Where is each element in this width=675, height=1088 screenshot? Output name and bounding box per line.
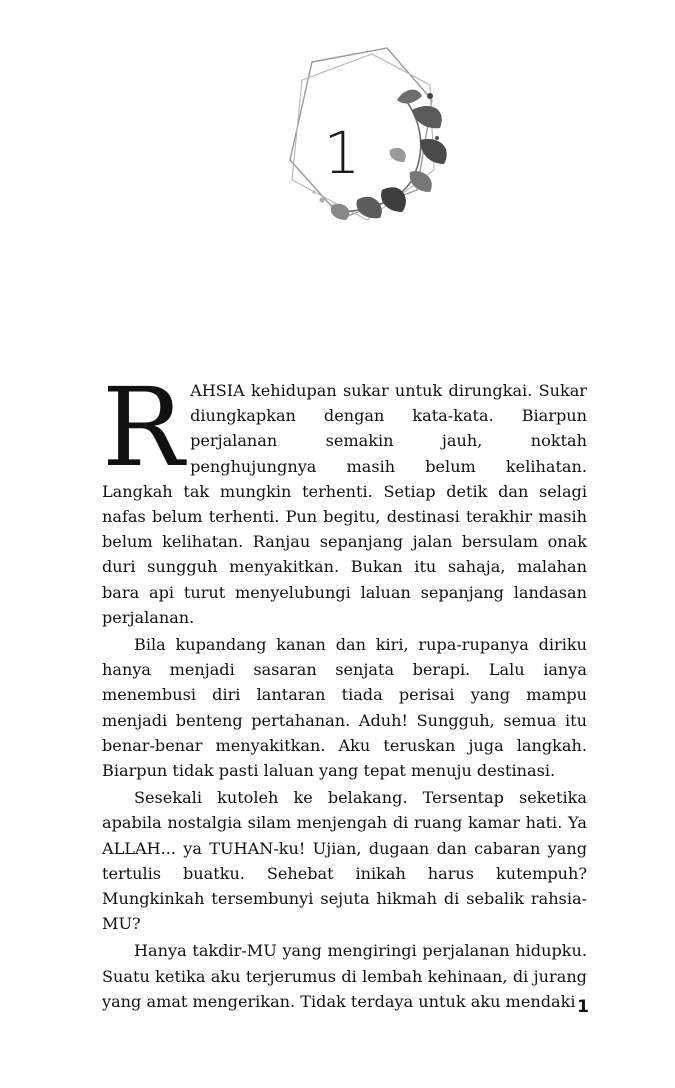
paragraph-4: Hanya takdir-MU yang mengiringi perjalanan hidupku. Suatu ketika aku terjerumus di lembah kehinaan, di jurang yang amat mengerikan. Tidak terdaya untuk aku mendaki (102, 941, 587, 1011)
paragraph-1 (102, 364, 587, 630)
drop-cap-letter: R (102, 364, 185, 491)
paragraph-3: Sesekali kutoleh ke belakang. Tersentap seketika apabila nostalgia silam menjengah di ruang kamar hati. Ya ALLAH... ya TUHAN-ku! Ujian, dugaan dan cabaran yang tertulis buatku. Sehebat inikah harus kutempuh? Mungkinkah tersembunyi sejuta hikmah di sebalik rahsia-MU? (102, 788, 587, 934)
chapter-number: 1 (323, 119, 361, 187)
page-number: 1 (577, 997, 589, 1017)
chapter-body (102, 364, 587, 1016)
chapter-ornament (262, 40, 462, 230)
paragraph-1-text: AHSIA kehidupan sukar untuk dirungkai. Sukar diungkapkan dengan kata-kata. Biarpun perjalanan semakin jauh, noktah penghujungnya masih belum kelihatan. Langkah tak mungkin terhenti. Setiap detik dan selagi nafas belum terhenti. Pun begitu, destinasi terakhir masih belum kelihatan. Ranjau sepanjang jalan bersulam onak duri sungguh menyakitkan. Bukan itu sahaja, malahan bara api turut menyelubungi laluan sepanjang landasan perjalanan. (102, 381, 587, 627)
paragraph-2: Bila kupandang kanan dan kiri, rupa-rupanya diriku hanya menjadi sasaran senjata berapi. Lalu ianya menembusi diri lantaran tiada perisai yang mampu menjadi benteng pertahanan. Aduh! Sungguh, semua itu benar-benar menyakitkan. Aku teruskan juga langkah. Biarpun tidak pasti laluan yang tepat menuju destinasi. (102, 635, 587, 781)
